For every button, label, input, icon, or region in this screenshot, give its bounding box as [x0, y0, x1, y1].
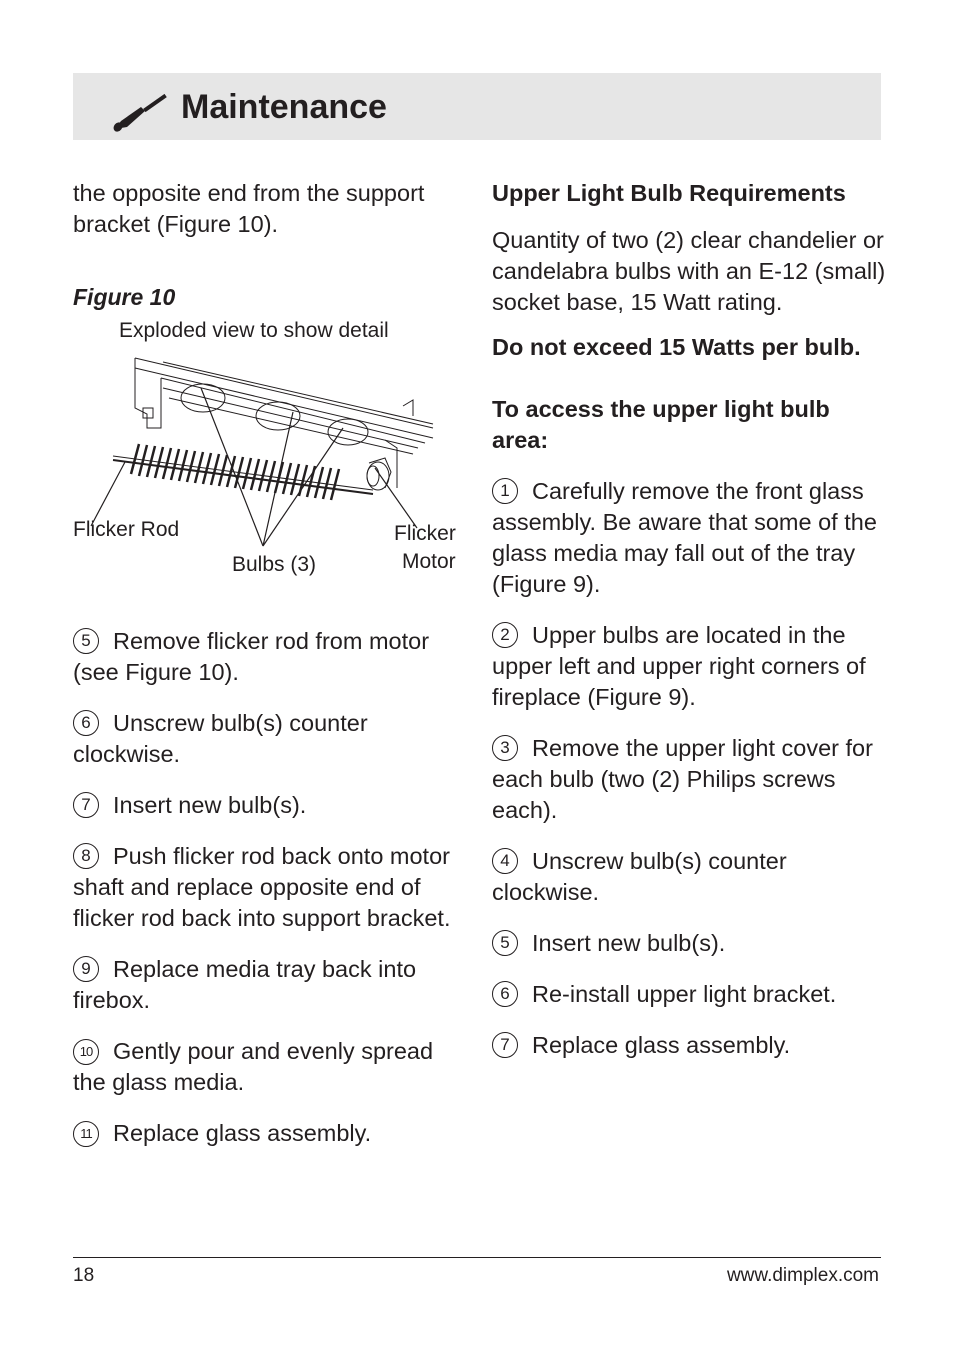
right-column: [492, 178, 887, 1081]
wattage-warning: Do not exceed 15 Watts per bulb.: [492, 334, 861, 360]
step-number-badge: 11: [73, 1121, 99, 1147]
step-text: Unscrew bulb(s) counter clockwise.: [73, 710, 368, 767]
flicker-rod-label: Flicker Rod: [73, 518, 180, 541]
screwdriver-icon: [113, 89, 169, 133]
step-number-badge: 7: [492, 1032, 518, 1058]
step-item: [492, 979, 887, 1010]
step-item: [73, 626, 468, 688]
step-number-badge: 4: [492, 848, 518, 874]
step-item: [492, 846, 887, 908]
step-number-badge: 7: [73, 792, 99, 818]
footer-divider: [73, 1257, 881, 1258]
step-number-badge: 9: [73, 956, 99, 982]
step-item: [492, 620, 887, 713]
step-number-badge: 3: [492, 735, 518, 761]
step-item: [73, 708, 468, 770]
bulbs-label: Bulbs (3): [232, 553, 317, 576]
step-text: Replace glass assembly.: [113, 1120, 372, 1146]
step-number-badge: 10: [73, 1039, 99, 1065]
step-item: [73, 954, 468, 1016]
step-item: [73, 1118, 468, 1149]
figure-title: Figure 10: [73, 284, 176, 310]
step-text: Remove flicker rod from motor (see Figure 10).: [73, 628, 430, 685]
step-text: Push flicker rod back onto motor shaft and replace opposite end of flicker rod back into support bracket.: [73, 843, 451, 931]
step-text: Insert new bulb(s).: [532, 930, 726, 956]
step-text: Carefully remove the front glass assembly. Be aware that some of the glass media may fall out of the tray (Figure 9).: [492, 478, 877, 597]
access-heading: To access the upper light bulb area:: [492, 396, 830, 453]
step-item: [492, 476, 887, 600]
step-number-badge: 1: [492, 478, 518, 504]
step-text: Gently pour and evenly spread the glass media.: [73, 1038, 434, 1095]
flicker-motor-label-line1: Flicker: [394, 522, 456, 545]
step-text: Insert new bulb(s).: [113, 792, 307, 818]
step-number-badge: 2: [492, 622, 518, 648]
step-item: [73, 841, 468, 934]
step-item: [492, 733, 887, 826]
left-column: [73, 178, 468, 1169]
step-item: [73, 790, 468, 821]
step-text: Remove the upper light cover for each bulb (two (2) Philips screws each).: [492, 735, 873, 823]
step-number-badge: 8: [73, 843, 99, 869]
step-item: [492, 928, 887, 959]
step-text: Re-install upper light bracket.: [532, 981, 837, 1007]
page-title: Maintenance: [181, 88, 387, 126]
step-text: Upper bulbs are located in the upper left and upper right corners of fireplace (Figure 9).: [492, 622, 866, 710]
intro-text: the opposite end from the support bracket (Figure 10).: [73, 180, 425, 237]
figure-subtitle: Exploded view to show detail: [119, 319, 389, 342]
right-steps-list: [492, 476, 887, 1061]
figure-10-diagram: [73, 348, 468, 598]
step-text: Unscrew bulb(s) counter clockwise.: [492, 848, 787, 905]
section-header: [73, 73, 881, 140]
flicker-motor-label-line2: Motor: [402, 550, 456, 573]
page-number: 18: [73, 1265, 95, 1286]
step-item: [492, 1030, 887, 1061]
step-number-badge: 5: [492, 930, 518, 956]
step-number-badge: 6: [492, 981, 518, 1007]
step-number-badge: 5: [73, 628, 99, 654]
step-text: Replace glass assembly.: [532, 1032, 791, 1058]
left-steps-list: [73, 626, 468, 1149]
footer-url: www.dimplex.com: [726, 1265, 879, 1286]
step-number-badge: 6: [73, 710, 99, 736]
step-item: [73, 1036, 468, 1098]
requirements-heading: Upper Light Bulb Requirements: [492, 180, 846, 206]
requirements-text: Quantity of two (2) clear chandelier or candelabra bulbs with an E-12 (small) socket base, 15 Watt rating.: [492, 227, 886, 315]
step-text: Replace media tray back into firebox.: [73, 956, 417, 1013]
